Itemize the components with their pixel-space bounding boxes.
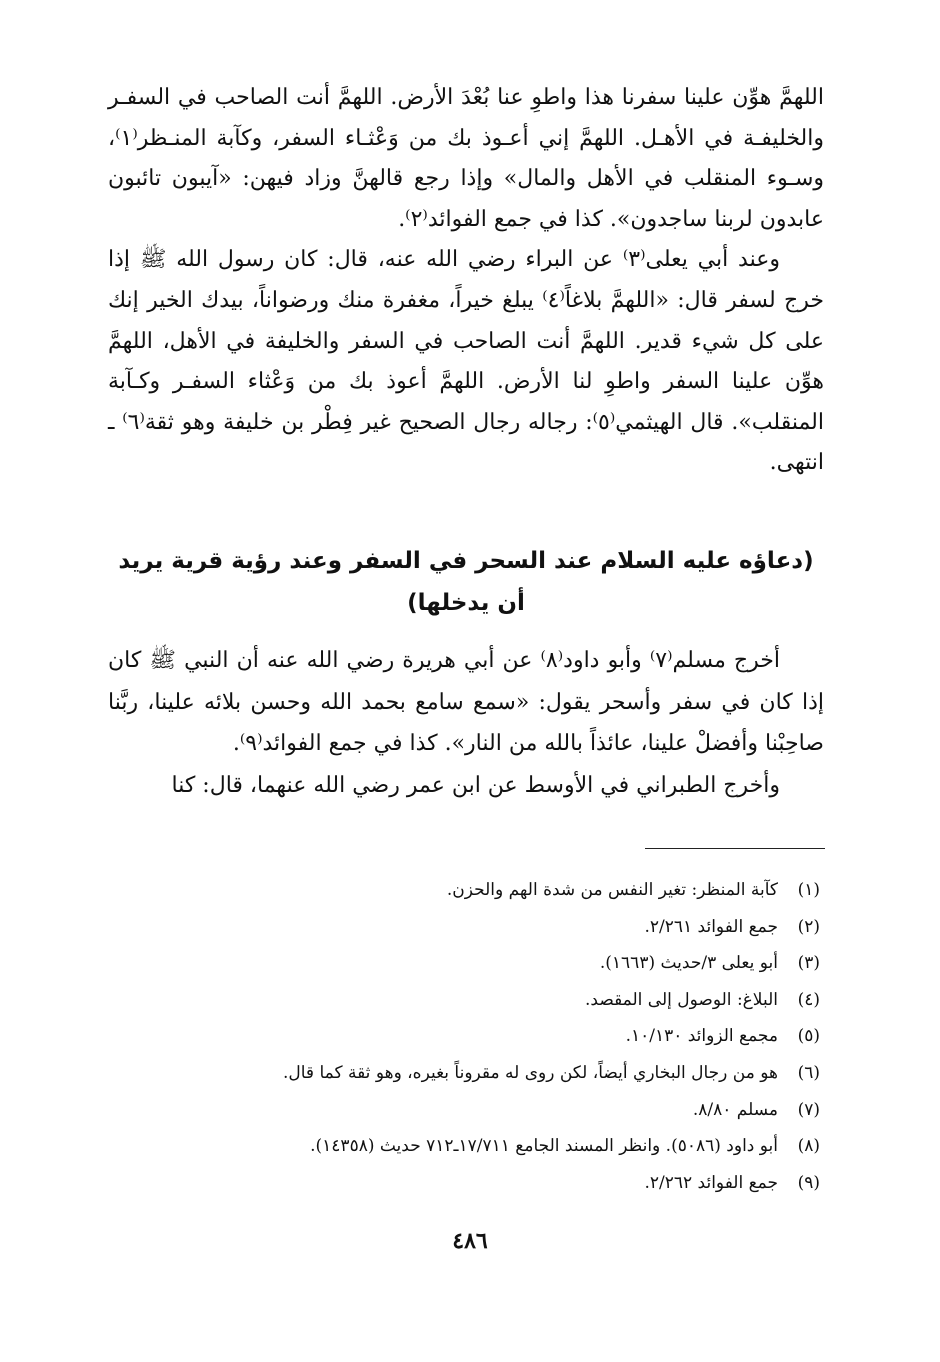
footnote-item — [120, 982, 820, 1019]
footnote-item — [120, 1092, 820, 1129]
footnote-text: البلاغ: الوصول إلى المقصد. — [585, 989, 778, 1010]
footnote-item — [120, 1018, 820, 1055]
paragraph-abu-yala-narration: وعند أبي يعلى⁽٣⁾ عن البراء رضي الله عنه، قال: كان رسول الله ﷺ إذا خرج لسفر قال: «اللهمَّ بلاغاً⁽٤⁾ يبلغ خيراً، مغفرة منك ورضواناً، بيدك الخير إنك على كل شيء قدير. اللهمَّ أنت الصاحب في السفر والخليفة في الأهل، اللهمَّ هوِّن علينا السفر واطوِ لنا الأرض. اللهمَّ أعوذ بك من وَعْثاء السفـر وكـآبة المنقلب». قال الهيثمي⁽٥⁾: رجاله رجال الصحيح غير فِطْر بن خليفة وهو ثقة⁽٦⁾ ـ انتهى. — [108, 247, 824, 476]
footnote-text: جمع الفوائد ٢/٢٦١. — [644, 916, 778, 937]
footnote-text: كآبة المنظر: تغير النفس من شدة الهم والحزن. — [446, 880, 778, 900]
footnote-separator — [645, 848, 825, 849]
footnote-text: أبو يعلى ٣/حديث (١٦٦٣). — [599, 953, 778, 974]
footnote-item — [120, 909, 820, 946]
footnote-number: (٤) — [797, 989, 820, 1010]
footnote-number: (٨) — [797, 1136, 820, 1157]
paragraph-travel-supplication: اللهمَّ هوِّن علينا سفرنا هذا واطوِ عنا بُعْدَ الأرض. اللهمَّ أنت الصاحب في السفـر والخليفـة في الأهـل. اللهمَّ إني أعـوذ بك من وَعْثـاء السفر، وكآبة المنـظر⁽١⁾، وسـوء المنقلب في الأهل والمال» وإذا رجع قالهنَّ وزاد فيهن: «آيبون تائبون عابدون لربنا ساجدون». كذا في جمع الفوائد⁽٢⁾. — [108, 85, 824, 232]
main-text-top — [108, 78, 824, 484]
main-text-bottom — [108, 640, 824, 806]
footnote-number: (٣) — [797, 953, 820, 974]
footnote-item — [120, 1055, 820, 1092]
footnote-item — [120, 1128, 820, 1165]
footnote-item — [120, 1165, 820, 1202]
footnote-text: هو من رجال البخاري أيضاً، لكن روى له مقروناً بغيره، وهو ثقة كما قال. — [283, 1062, 778, 1083]
page-number: ٤٨٦ — [452, 1228, 488, 1254]
paragraph-muslim-narration: أخرج مسلم⁽٧⁾ وأبو داود⁽٨⁾ عن أبي هريرة رضي الله عنه أن النبي ﷺ كان إذا كان في سفر وأسحر يقول: «سمع سامع بحمد الله وحسن بلائه علينا، ربَّنا صاحِبْنا وأفضلْ علينا، عائذاً بالله من النار». كذا في جمع الفوائد⁽٩⁾. — [108, 648, 824, 756]
footnote-item — [120, 945, 820, 982]
footnote-number: (٧) — [797, 1099, 820, 1120]
footnote-text: أبو داود (٥٠٨٦). وانظر المسند الجامع ١٧/٧١١ـ٧١٢ حديث (١٤٣٥٨). — [310, 1136, 778, 1157]
footnote-text: مسلم ٨/٨٠. — [692, 1099, 778, 1120]
footnote-item — [120, 872, 820, 909]
footnote-number: (٩) — [797, 1172, 820, 1193]
footnote-number: (٥) — [797, 1026, 820, 1047]
footnote-number: (٦) — [797, 1062, 820, 1083]
footnotes-list — [120, 872, 820, 1201]
paragraph-tabarani-narration: وأخرج الطبراني في الأوسط عن ابن عمر رضي الله عنهما، قال: كنا — [171, 772, 780, 798]
footnote-text: جمع الفوائد ٢/٢٦٢. — [644, 1172, 778, 1193]
footnote-text: مجمع الزوائد ١٠/١٣٠. — [625, 1026, 778, 1047]
footnote-number: (٢) — [797, 916, 820, 937]
footnote-number: (١) — [797, 880, 820, 900]
section-heading: (دعاؤه عليه السلام عند السحر في السفر وعند رؤية قرية يريد أن يدخلها) — [118, 548, 814, 616]
